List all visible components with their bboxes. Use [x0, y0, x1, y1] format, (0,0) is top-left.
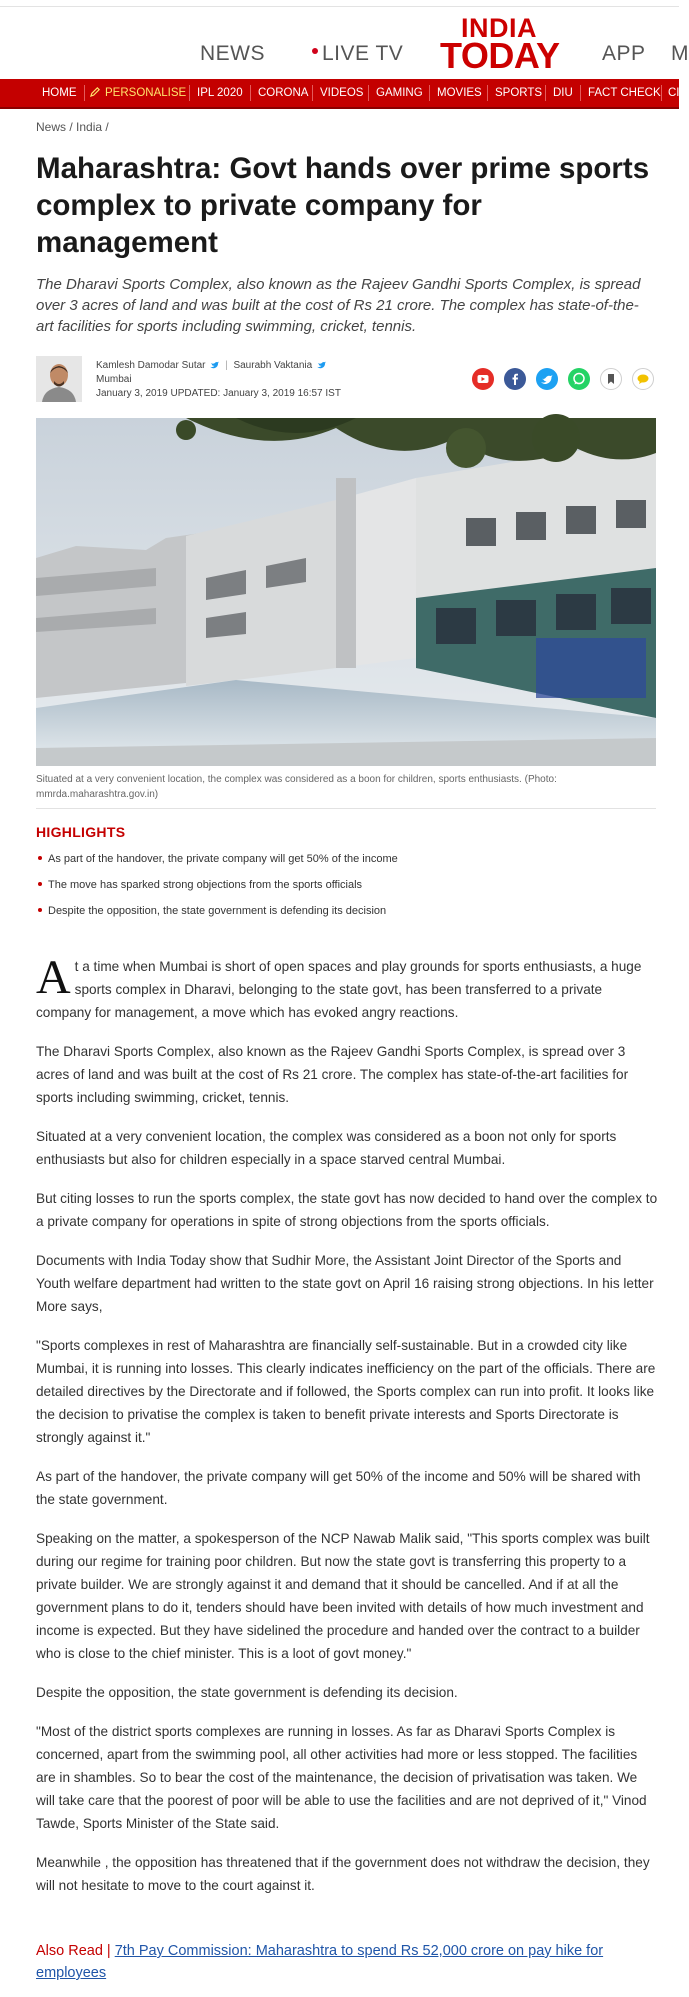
body-paragraph: Documents with India Today show that Sudhir More, the Assistant Joint Director of the Sports and Youth welfare department had written to the state govt on April 16 raising strong objections. In his letter More says, [36, 1253, 654, 1314]
menu-videos[interactable]: VIDEOS [320, 87, 364, 99]
top-navigation [0, 13, 689, 77]
body-paragraph: "Most of the district sports complexes are running in losses. As far as Dharavi Sports Complex is concerned, apart from the swimming pool, all other activities had more or less stopped. The facilities are in shambles. So to bear the cost of the maintenance, the decision of privatisation was taken. We will take care that the poorest of poor will be able to use the facilities and are not deprived of it," Vinod Tawde, Sports Minister of the State said. [36, 1724, 647, 1831]
also-read [36, 1940, 658, 1984]
body-paragraph: Meanwhile , the opposition has threatened that if the government does not withdraw the decision, they will not hesitate to move to the court against it. [36, 1855, 650, 1893]
body-paragraph: Despite the opposition, the state government is defending its decision. [36, 1685, 458, 1700]
twitter-icon[interactable] [317, 361, 326, 369]
menu-sports[interactable]: SPORTS [495, 87, 543, 99]
menu-home[interactable]: HOME [42, 87, 77, 99]
also-read-label: Also Read [36, 1943, 103, 1959]
india-today-logo[interactable] [440, 13, 560, 77]
author-location: Mumbai [96, 374, 132, 385]
author-link[interactable]: Saurabh Vaktania [233, 360, 313, 371]
menu-more-truncated[interactable]: CI [668, 87, 680, 99]
article-dateline: January 3, 2019 UPDATED: January 3, 2019 16:57 IST [96, 388, 341, 399]
facebook-icon[interactable] [504, 368, 526, 390]
article-hero-image[interactable] [36, 418, 656, 766]
menu-separator [189, 85, 190, 101]
highlight-item [36, 852, 656, 878]
byline [96, 359, 341, 401]
bullet-icon [38, 856, 42, 860]
also-read-separator: | [106, 1943, 111, 1959]
menu-fact-check[interactable]: FACT CHECK [588, 87, 661, 99]
nav-app-link[interactable]: APP [602, 42, 646, 65]
highlights-list [36, 852, 656, 930]
nav-more-link[interactable]: M [671, 42, 689, 65]
highlights-title: HIGHLIGHTS [36, 824, 126, 840]
menu-gaming[interactable]: GAMING [376, 87, 423, 99]
whatsapp-icon[interactable] [568, 368, 590, 390]
body-paragraph: Speaking on the matter, a spokesperson of the NCP Nawab Malik said, "This sports complex was built during our regime for training poor children. But now the state govt is transferring this property to a private builder. We are strongly against it and demand that it should be cancelled. And if at all the government plans to do it, tenders should have been invited with details of how much investment and income is expected. But they have sidelined the procedure and handed over the contract to a builder who is close to the chief minister. This is a loot of govt money." [36, 1531, 650, 1661]
author-link[interactable]: Kamlesh Damodar Sutar [96, 360, 206, 371]
also-read-link[interactable]: 7th Pay Commission: Maharashtra to spend Rs 52,000 crore on pay hike for employees [36, 1943, 604, 1981]
body-paragraph: But citing losses to run the sports complex, the state govt has now decided to hand over the complex to a private company for operations in spite of strong objections from the sports officials. [36, 1191, 658, 1229]
top-divider [0, 6, 679, 7]
highlight-item [36, 878, 656, 904]
highlight-text: As part of the handover, the private company will get 50% of the income [48, 853, 398, 865]
highlight-text: The move has sparked strong objections from the sports officials [48, 879, 363, 891]
nav-live-tv-label: LIVE TV [322, 42, 404, 65]
youtube-icon[interactable] [472, 368, 494, 390]
menu-diu[interactable]: DIU [553, 87, 573, 99]
menu-separator [368, 85, 369, 101]
author-photo-icon [36, 356, 82, 402]
main-menu-bar [0, 79, 679, 109]
image-caption: Situated at a very convenient location, the complex was considered as a boon for children, sports enthusiasts. (Photo: mmrda.maharashtra.gov.in) [36, 774, 557, 800]
pencil-icon [90, 86, 101, 97]
menu-ipl-2020[interactable]: IPL 2020 [197, 87, 243, 99]
bullet-icon [38, 908, 42, 912]
menu-separator [545, 85, 546, 101]
breadcrumb[interactable]: News / India / [36, 120, 109, 134]
menu-separator [84, 85, 85, 101]
article-body [36, 951, 658, 1913]
nav-news-link[interactable]: NEWS [200, 42, 265, 65]
comment-icon[interactable] [632, 368, 654, 390]
menu-separator [487, 85, 488, 101]
author-avatar[interactable] [36, 356, 82, 402]
article-summary: The Dharavi Sports Complex, also known as the Rajeev Gandhi Sports Complex, is spread over 3 acres of land and was built at the cost of Rs 21 crore. The complex has state-of-the-art facilities for sports including swimming, cricket, tennis. [36, 276, 641, 335]
menu-separator [580, 85, 581, 101]
menu-movies[interactable]: MOVIES [437, 87, 482, 99]
twitter-icon[interactable] [210, 361, 219, 369]
section-divider [36, 808, 656, 809]
author-block [36, 356, 656, 406]
logo-text-today: TODAY [440, 35, 560, 77]
bookmark-icon[interactable] [600, 368, 622, 390]
body-paragraph: Situated at a very convenient location, the complex was considered as a boon not only for sports enthusiasts but also for children especially in a space starved central Mumbai. [36, 1129, 617, 1167]
author-separator: | [225, 360, 228, 371]
menu-personalise-label: PERSONALISE [105, 87, 187, 99]
article-title: Maharashtra: Govt hands over prime sports complex to private company for management [36, 152, 650, 259]
menu-separator [661, 85, 662, 101]
share-bar [472, 368, 656, 390]
highlight-text: Despite the opposition, the state government is defending its decision [48, 905, 387, 917]
body-paragraph: The Dharavi Sports Complex, also known as the Rajeev Gandhi Sports Complex, is spread over 3 acres of land and was built at the cost of Rs 21 crore. The complex has state-of-the-art facilities for sports including swimming, cricket, tennis. [36, 1044, 629, 1105]
body-paragraph [36, 951, 658, 1024]
menu-corona[interactable]: CORONA [258, 87, 309, 99]
body-paragraph: "Sports complexes in rest of Maharashtra are financially self-sustainable. But in a crowded city like Mumbai, it is running into losses. This clearly indicates inefficiency on the part of the officials. There are detailed directives by the Directorate and if followed, the Sports complex can run into profit. It looks like the decision to privatise the complex is taken to benefit private interests and Sports Directorate is strongly against it." [36, 1338, 656, 1445]
drop-cap: A [36, 951, 71, 1004]
body-paragraph: As part of the handover, the private company will get 50% of the income and 50% will be shared with the state government. [36, 1469, 641, 1507]
highlight-item [36, 904, 656, 930]
menu-separator [250, 85, 251, 101]
twitter-share-icon[interactable] [536, 368, 558, 390]
menu-personalise[interactable] [90, 79, 186, 107]
nav-live-tv-link[interactable] [312, 42, 403, 66]
menu-separator [429, 85, 430, 101]
author-names [96, 359, 341, 373]
menu-separator [312, 85, 313, 101]
logo-text-india: INDIA [461, 13, 537, 43]
bullet-icon [38, 882, 42, 886]
sports-complex-photo-icon [36, 418, 656, 766]
live-dot-icon [312, 48, 318, 54]
body-paragraph-text: t a time when Mumbai is short of open spaces and play grounds for sports enthusiasts, a huge sports complex in Dharavi, belonging to the state govt, has been transferred to a private company for management, a move which has evoked angry reactions. [36, 959, 642, 1020]
